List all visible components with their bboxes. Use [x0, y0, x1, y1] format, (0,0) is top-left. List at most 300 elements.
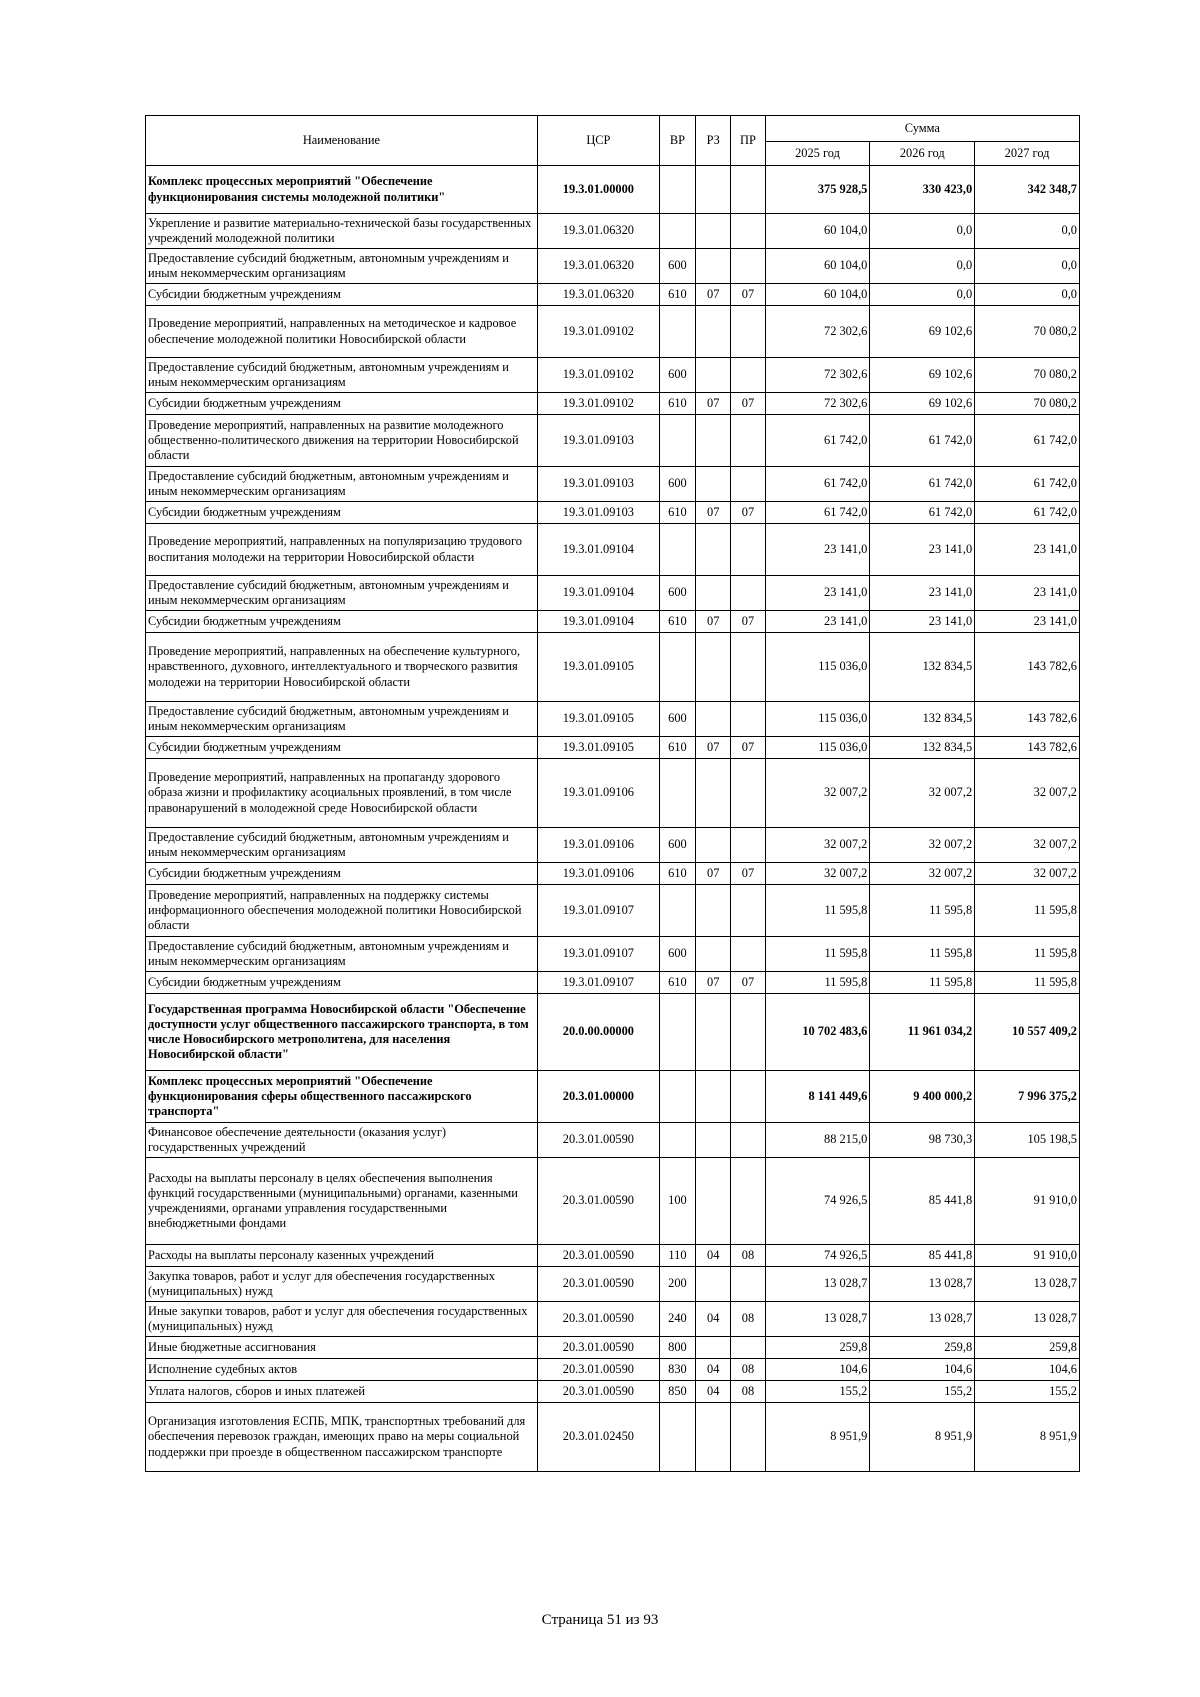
cell-vr: 610 [659, 863, 695, 885]
table-row [146, 1403, 1080, 1472]
header-rz: РЗ [696, 116, 731, 166]
cell-name: Субсидии бюджетным учреждениям [146, 502, 538, 524]
cell-rz [696, 1403, 731, 1472]
cell-pr [731, 759, 765, 828]
cell-pr [731, 994, 765, 1071]
cell-rz: 04 [696, 1245, 731, 1267]
cell-pr [731, 358, 765, 393]
table-row [146, 828, 1080, 863]
cell-2027: 10 557 409,2 [975, 994, 1080, 1071]
page-number: Страница 51 из 93 [541, 1612, 659, 1628]
cell-2027: 11 595,8 [975, 885, 1080, 937]
cell-name: Субсидии бюджетным учреждениям [146, 737, 538, 759]
cell-2026: 23 141,0 [870, 611, 975, 633]
cell-2026: 11 595,8 [870, 937, 975, 972]
table-row [146, 1071, 1080, 1123]
cell-name: Субсидии бюджетным учреждениям [146, 393, 538, 415]
cell-2027: 13 028,7 [975, 1302, 1080, 1337]
cell-rz: 07 [696, 393, 731, 415]
cell-vr: 600 [659, 249, 695, 284]
table-row [146, 166, 1080, 214]
cell-name: Предоставление субсидий бюджетным, автономным учреждениям и иным некоммерческим организациям [146, 249, 538, 284]
cell-name: Предоставление субсидий бюджетным, автономным учреждениям и иным некоммерческим организациям [146, 467, 538, 502]
cell-2026: 61 742,0 [870, 502, 975, 524]
cell-vr [659, 1403, 695, 1472]
table-row [146, 393, 1080, 415]
cell-pr [731, 467, 765, 502]
cell-2026: 32 007,2 [870, 863, 975, 885]
cell-name: Расходы на выплаты персоналу казенных учреждений [146, 1245, 538, 1267]
cell-2027: 70 080,2 [975, 306, 1080, 358]
cell-vr: 240 [659, 1302, 695, 1337]
cell-pr: 07 [731, 863, 765, 885]
cell-pr [731, 576, 765, 611]
cell-name: Предоставление субсидий бюджетным, автономным учреждениям и иным некоммерческим организациям [146, 358, 538, 393]
cell-2025: 32 007,2 [765, 828, 870, 863]
cell-rz: 04 [696, 1302, 731, 1337]
cell-pr [731, 214, 765, 249]
cell-csr: 19.3.01.09106 [537, 759, 659, 828]
cell-rz: 07 [696, 284, 731, 306]
cell-2025: 11 595,8 [765, 937, 870, 972]
cell-vr: 610 [659, 502, 695, 524]
cell-rz [696, 702, 731, 737]
table-row [146, 284, 1080, 306]
cell-2026: 69 102,6 [870, 358, 975, 393]
cell-pr: 07 [731, 972, 765, 994]
cell-csr: 19.3.01.09107 [537, 937, 659, 972]
cell-2026: 13 028,7 [870, 1302, 975, 1337]
cell-2026: 104,6 [870, 1359, 975, 1381]
cell-2025: 60 104,0 [765, 249, 870, 284]
cell-2025: 72 302,6 [765, 358, 870, 393]
cell-pr [731, 1403, 765, 1472]
cell-2025: 60 104,0 [765, 214, 870, 249]
cell-csr: 19.3.01.09104 [537, 611, 659, 633]
cell-2025: 115 036,0 [765, 702, 870, 737]
cell-2027: 105 198,5 [975, 1123, 1080, 1158]
cell-2025: 61 742,0 [765, 415, 870, 467]
cell-rz [696, 1158, 731, 1245]
cell-2025: 11 595,8 [765, 972, 870, 994]
cell-csr: 20.3.01.00590 [537, 1267, 659, 1302]
header-year-2025: 2025 год [765, 142, 870, 166]
cell-pr [731, 166, 765, 214]
cell-name: Предоставление субсидий бюджетным, автономным учреждениям и иным некоммерческим организациям [146, 937, 538, 972]
cell-csr: 19.3.01.09102 [537, 358, 659, 393]
cell-csr: 19.3.01.09102 [537, 306, 659, 358]
cell-csr: 20.3.01.00590 [537, 1359, 659, 1381]
cell-rz [696, 828, 731, 863]
cell-pr: 07 [731, 393, 765, 415]
cell-rz [696, 214, 731, 249]
cell-2026: 23 141,0 [870, 524, 975, 576]
cell-csr: 19.3.01.09106 [537, 828, 659, 863]
cell-name: Укрепление и развитие материально-технической базы государственных учреждений молодежной политики [146, 214, 538, 249]
cell-2026: 11 595,8 [870, 972, 975, 994]
cell-pr: 08 [731, 1359, 765, 1381]
cell-rz [696, 937, 731, 972]
cell-pr [731, 306, 765, 358]
cell-csr: 20.3.01.00590 [537, 1381, 659, 1403]
cell-rz [696, 1267, 731, 1302]
header-sum: Сумма [765, 116, 1079, 142]
cell-name: Комплекс процессных мероприятий "Обеспечение функционирования системы молодежной политики" [146, 166, 538, 214]
cell-2026: 85 441,8 [870, 1158, 975, 1245]
table-row [146, 1302, 1080, 1337]
cell-vr [659, 214, 695, 249]
cell-pr: 07 [731, 502, 765, 524]
cell-pr [731, 937, 765, 972]
cell-2027: 143 782,6 [975, 702, 1080, 737]
cell-rz [696, 885, 731, 937]
cell-name: Финансовое обеспечение деятельности (оказания услуг) государственных учреждений [146, 1123, 538, 1158]
cell-csr: 19.3.01.09105 [537, 633, 659, 702]
cell-2027: 32 007,2 [975, 759, 1080, 828]
cell-vr: 830 [659, 1359, 695, 1381]
cell-name: Расходы на выплаты персоналу в целях обеспечения выполнения функций государственными (муниципальными) органами, казенными учреждениями, органами управления государственными внебюджетными фондами [146, 1158, 538, 1245]
cell-name: Проведение мероприятий, направленных на методическое и кадровое обеспечение молодежной политики Новосибирской области [146, 306, 538, 358]
cell-vr: 600 [659, 828, 695, 863]
cell-pr: 08 [731, 1381, 765, 1403]
cell-2027: 61 742,0 [975, 502, 1080, 524]
cell-2025: 32 007,2 [765, 759, 870, 828]
table-row [146, 576, 1080, 611]
cell-2026: 0,0 [870, 214, 975, 249]
cell-2025: 60 104,0 [765, 284, 870, 306]
cell-2025: 23 141,0 [765, 576, 870, 611]
cell-csr: 20.3.01.00590 [537, 1158, 659, 1245]
cell-pr [731, 1337, 765, 1359]
cell-name: Предоставление субсидий бюджетным, автономным учреждениям и иным некоммерческим организациям [146, 576, 538, 611]
cell-csr: 20.3.01.00590 [537, 1245, 659, 1267]
cell-vr [659, 306, 695, 358]
cell-csr: 19.3.01.09104 [537, 576, 659, 611]
cell-2027: 61 742,0 [975, 415, 1080, 467]
table-row [146, 1359, 1080, 1381]
cell-2027: 70 080,2 [975, 393, 1080, 415]
cell-2026: 61 742,0 [870, 467, 975, 502]
cell-csr: 20.3.01.02450 [537, 1403, 659, 1472]
header-name: Наименование [146, 116, 538, 166]
cell-pr [731, 249, 765, 284]
table-row [146, 1158, 1080, 1245]
cell-rz: 07 [696, 737, 731, 759]
table-row [146, 1381, 1080, 1403]
header-pr: ПР [731, 116, 765, 166]
cell-name: Проведение мероприятий, направленных на популяризацию трудового воспитания молодежи на территории Новосибирской области [146, 524, 538, 576]
cell-pr [731, 1158, 765, 1245]
cell-2025: 11 595,8 [765, 885, 870, 937]
cell-2027: 23 141,0 [975, 611, 1080, 633]
cell-2026: 259,8 [870, 1337, 975, 1359]
cell-2026: 61 742,0 [870, 415, 975, 467]
cell-rz [696, 467, 731, 502]
table-row [146, 1267, 1080, 1302]
cell-vr: 200 [659, 1267, 695, 1302]
cell-2027: 32 007,2 [975, 863, 1080, 885]
cell-rz [696, 633, 731, 702]
cell-vr [659, 1071, 695, 1123]
cell-name: Иные закупки товаров, работ и услуг для обеспечения государственных (муниципальных) нужд [146, 1302, 538, 1337]
cell-csr: 19.3.01.09103 [537, 415, 659, 467]
cell-rz: 04 [696, 1359, 731, 1381]
cell-2027: 23 141,0 [975, 524, 1080, 576]
cell-2025: 13 028,7 [765, 1267, 870, 1302]
table-row [146, 358, 1080, 393]
cell-name: Субсидии бюджетным учреждениям [146, 611, 538, 633]
cell-name: Предоставление субсидий бюджетным, автономным учреждениям и иным некоммерческим организациям [146, 828, 538, 863]
cell-csr: 19.3.01.09107 [537, 885, 659, 937]
cell-pr: 07 [731, 737, 765, 759]
cell-2026: 9 400 000,2 [870, 1071, 975, 1123]
cell-csr: 19.3.01.09103 [537, 502, 659, 524]
table-row [146, 885, 1080, 937]
cell-rz [696, 358, 731, 393]
cell-name: Проведение мероприятий, направленных на поддержку системы информационного обеспечения молодежной политики Новосибирской области [146, 885, 538, 937]
cell-2026: 23 141,0 [870, 576, 975, 611]
cell-2025: 104,6 [765, 1359, 870, 1381]
cell-2026: 8 951,9 [870, 1403, 975, 1472]
cell-2025: 115 036,0 [765, 633, 870, 702]
cell-vr: 100 [659, 1158, 695, 1245]
cell-2025: 8 951,9 [765, 1403, 870, 1472]
cell-name: Проведение мероприятий, направленных на обеспечение культурного, нравственного, духовного, интеллектуального и творческого развития молодежи на территории Новосибирской области [146, 633, 538, 702]
table-row [146, 633, 1080, 702]
cell-2026: 330 423,0 [870, 166, 975, 214]
cell-2026: 11 961 034,2 [870, 994, 975, 1071]
cell-csr: 19.3.01.00000 [537, 166, 659, 214]
cell-pr [731, 1123, 765, 1158]
cell-rz [696, 1071, 731, 1123]
cell-pr [731, 828, 765, 863]
cell-pr [731, 1267, 765, 1302]
cell-name: Проведение мероприятий, направленных на развитие молодежного общественно-политического движения на территории Новосибирской области [146, 415, 538, 467]
cell-rz [696, 994, 731, 1071]
cell-csr: 19.3.01.09105 [537, 702, 659, 737]
cell-2026: 155,2 [870, 1381, 975, 1403]
cell-csr: 20.3.01.00590 [537, 1123, 659, 1158]
cell-csr: 20.3.01.00590 [537, 1302, 659, 1337]
cell-2025: 88 215,0 [765, 1123, 870, 1158]
cell-2027: 13 028,7 [975, 1267, 1080, 1302]
cell-vr [659, 415, 695, 467]
table-body [146, 166, 1080, 1472]
cell-2025: 23 141,0 [765, 524, 870, 576]
cell-2027: 91 910,0 [975, 1158, 1080, 1245]
cell-csr: 19.3.01.09106 [537, 863, 659, 885]
cell-vr [659, 1123, 695, 1158]
cell-2027: 0,0 [975, 214, 1080, 249]
cell-rz [696, 166, 731, 214]
cell-rz: 04 [696, 1381, 731, 1403]
cell-2026: 132 834,5 [870, 702, 975, 737]
cell-2026: 11 595,8 [870, 885, 975, 937]
table-row [146, 1245, 1080, 1267]
cell-2025: 375 928,5 [765, 166, 870, 214]
cell-csr: 19.3.01.06320 [537, 284, 659, 306]
cell-name: Проведение мероприятий, направленных на пропаганду здорового образа жизни и профилактику асоциальных проявлений, в том числе правонарушений в молодежной среде Новосибирской области [146, 759, 538, 828]
cell-2027: 70 080,2 [975, 358, 1080, 393]
cell-csr: 19.3.01.09104 [537, 524, 659, 576]
cell-vr [659, 524, 695, 576]
cell-vr: 610 [659, 611, 695, 633]
cell-2025: 74 926,5 [765, 1158, 870, 1245]
cell-csr: 19.3.01.09107 [537, 972, 659, 994]
cell-vr [659, 633, 695, 702]
cell-2026: 132 834,5 [870, 737, 975, 759]
table-row [146, 702, 1080, 737]
cell-2026: 32 007,2 [870, 759, 975, 828]
cell-2026: 32 007,2 [870, 828, 975, 863]
table-row [146, 415, 1080, 467]
cell-2025: 115 036,0 [765, 737, 870, 759]
table-row [146, 611, 1080, 633]
cell-vr: 610 [659, 972, 695, 994]
cell-rz [696, 415, 731, 467]
cell-2027: 7 996 375,2 [975, 1071, 1080, 1123]
cell-name: Закупка товаров, работ и услуг для обеспечения государственных (муниципальных) нужд [146, 1267, 538, 1302]
cell-pr: 07 [731, 611, 765, 633]
cell-name: Организация изготовления ЕСПБ, МПК, транспортных требований для обеспечения перевозок граждан, имеющих право на меры социальной поддержки при проезде в общественном пассажирском транспорте [146, 1403, 538, 1472]
table-row [146, 502, 1080, 524]
table-row [146, 863, 1080, 885]
cell-name: Субсидии бюджетным учреждениям [146, 284, 538, 306]
cell-rz [696, 759, 731, 828]
cell-vr: 610 [659, 737, 695, 759]
cell-rz [696, 524, 731, 576]
cell-csr: 20.3.01.00000 [537, 1071, 659, 1123]
cell-pr [731, 633, 765, 702]
cell-vr: 600 [659, 702, 695, 737]
cell-2027: 0,0 [975, 249, 1080, 284]
cell-rz [696, 1337, 731, 1359]
cell-vr: 610 [659, 393, 695, 415]
table-row [146, 759, 1080, 828]
cell-csr: 19.3.01.09103 [537, 467, 659, 502]
cell-name: Предоставление субсидий бюджетным, автономным учреждениям и иным некоммерческим организациям [146, 702, 538, 737]
table-row [146, 737, 1080, 759]
cell-2027: 104,6 [975, 1359, 1080, 1381]
cell-2027: 23 141,0 [975, 576, 1080, 611]
table-row [146, 214, 1080, 249]
cell-2027: 11 595,8 [975, 937, 1080, 972]
cell-2025: 10 702 483,6 [765, 994, 870, 1071]
cell-name: Государственная программа Новосибирской области "Обеспечение доступности услуг общественного пассажирского транспорта, в том числе Новосибирского метрополитена, для населения Новосибирской области" [146, 994, 538, 1071]
cell-2027: 32 007,2 [975, 828, 1080, 863]
cell-2027: 143 782,6 [975, 737, 1080, 759]
cell-vr: 110 [659, 1245, 695, 1267]
cell-name: Уплата налогов, сборов и иных платежей [146, 1381, 538, 1403]
cell-rz [696, 249, 731, 284]
cell-rz: 07 [696, 863, 731, 885]
cell-rz [696, 576, 731, 611]
table-row [146, 994, 1080, 1071]
cell-pr [731, 415, 765, 467]
cell-name: Субсидии бюджетным учреждениям [146, 972, 538, 994]
cell-2025: 23 141,0 [765, 611, 870, 633]
cell-2026: 0,0 [870, 249, 975, 284]
cell-2025: 155,2 [765, 1381, 870, 1403]
cell-pr: 07 [731, 284, 765, 306]
cell-2026: 85 441,8 [870, 1245, 975, 1267]
cell-vr [659, 166, 695, 214]
cell-2025: 61 742,0 [765, 467, 870, 502]
cell-csr: 19.3.01.06320 [537, 214, 659, 249]
header-csr: ЦСР [537, 116, 659, 166]
cell-2027: 8 951,9 [975, 1403, 1080, 1472]
table-row [146, 1337, 1080, 1359]
cell-2027: 342 348,7 [975, 166, 1080, 214]
cell-vr: 600 [659, 358, 695, 393]
cell-vr: 600 [659, 937, 695, 972]
cell-name: Комплекс процессных мероприятий "Обеспечение функционирования сферы общественного пассажирского транспорта" [146, 1071, 538, 1123]
cell-2025: 259,8 [765, 1337, 870, 1359]
cell-csr: 19.3.01.09102 [537, 393, 659, 415]
budget-table [145, 115, 1080, 1472]
cell-pr: 08 [731, 1302, 765, 1337]
cell-rz: 07 [696, 972, 731, 994]
cell-2025: 72 302,6 [765, 306, 870, 358]
header-vr: ВР [659, 116, 695, 166]
table-row [146, 937, 1080, 972]
cell-name: Иные бюджетные ассигнования [146, 1337, 538, 1359]
cell-csr: 19.3.01.06320 [537, 249, 659, 284]
cell-rz: 07 [696, 611, 731, 633]
cell-pr: 08 [731, 1245, 765, 1267]
table-row [146, 467, 1080, 502]
cell-2027: 91 910,0 [975, 1245, 1080, 1267]
cell-2025: 8 141 449,6 [765, 1071, 870, 1123]
cell-vr: 610 [659, 284, 695, 306]
cell-pr [731, 702, 765, 737]
cell-name: Исполнение судебных актов [146, 1359, 538, 1381]
cell-vr: 800 [659, 1337, 695, 1359]
cell-pr [731, 1071, 765, 1123]
cell-2027: 143 782,6 [975, 633, 1080, 702]
cell-vr [659, 759, 695, 828]
header-year-2026: 2026 год [870, 142, 975, 166]
cell-pr [731, 524, 765, 576]
cell-name: Субсидии бюджетным учреждениям [146, 863, 538, 885]
cell-2027: 259,8 [975, 1337, 1080, 1359]
table-row [146, 249, 1080, 284]
cell-csr: 20.0.00.00000 [537, 994, 659, 1071]
cell-rz [696, 306, 731, 358]
cell-vr [659, 885, 695, 937]
table-row [146, 306, 1080, 358]
cell-2025: 61 742,0 [765, 502, 870, 524]
cell-2026: 0,0 [870, 284, 975, 306]
cell-vr [659, 994, 695, 1071]
table-row [146, 524, 1080, 576]
cell-vr: 600 [659, 467, 695, 502]
cell-2027: 11 595,8 [975, 972, 1080, 994]
cell-csr: 20.3.01.00590 [537, 1337, 659, 1359]
cell-rz [696, 1123, 731, 1158]
cell-2026: 13 028,7 [870, 1267, 975, 1302]
cell-2027: 61 742,0 [975, 467, 1080, 502]
cell-rz: 07 [696, 502, 731, 524]
cell-vr: 850 [659, 1381, 695, 1403]
table-row [146, 972, 1080, 994]
cell-2026: 132 834,5 [870, 633, 975, 702]
cell-2026: 69 102,6 [870, 306, 975, 358]
cell-pr [731, 885, 765, 937]
cell-2025: 13 028,7 [765, 1302, 870, 1337]
cell-2025: 74 926,5 [765, 1245, 870, 1267]
cell-2025: 32 007,2 [765, 863, 870, 885]
